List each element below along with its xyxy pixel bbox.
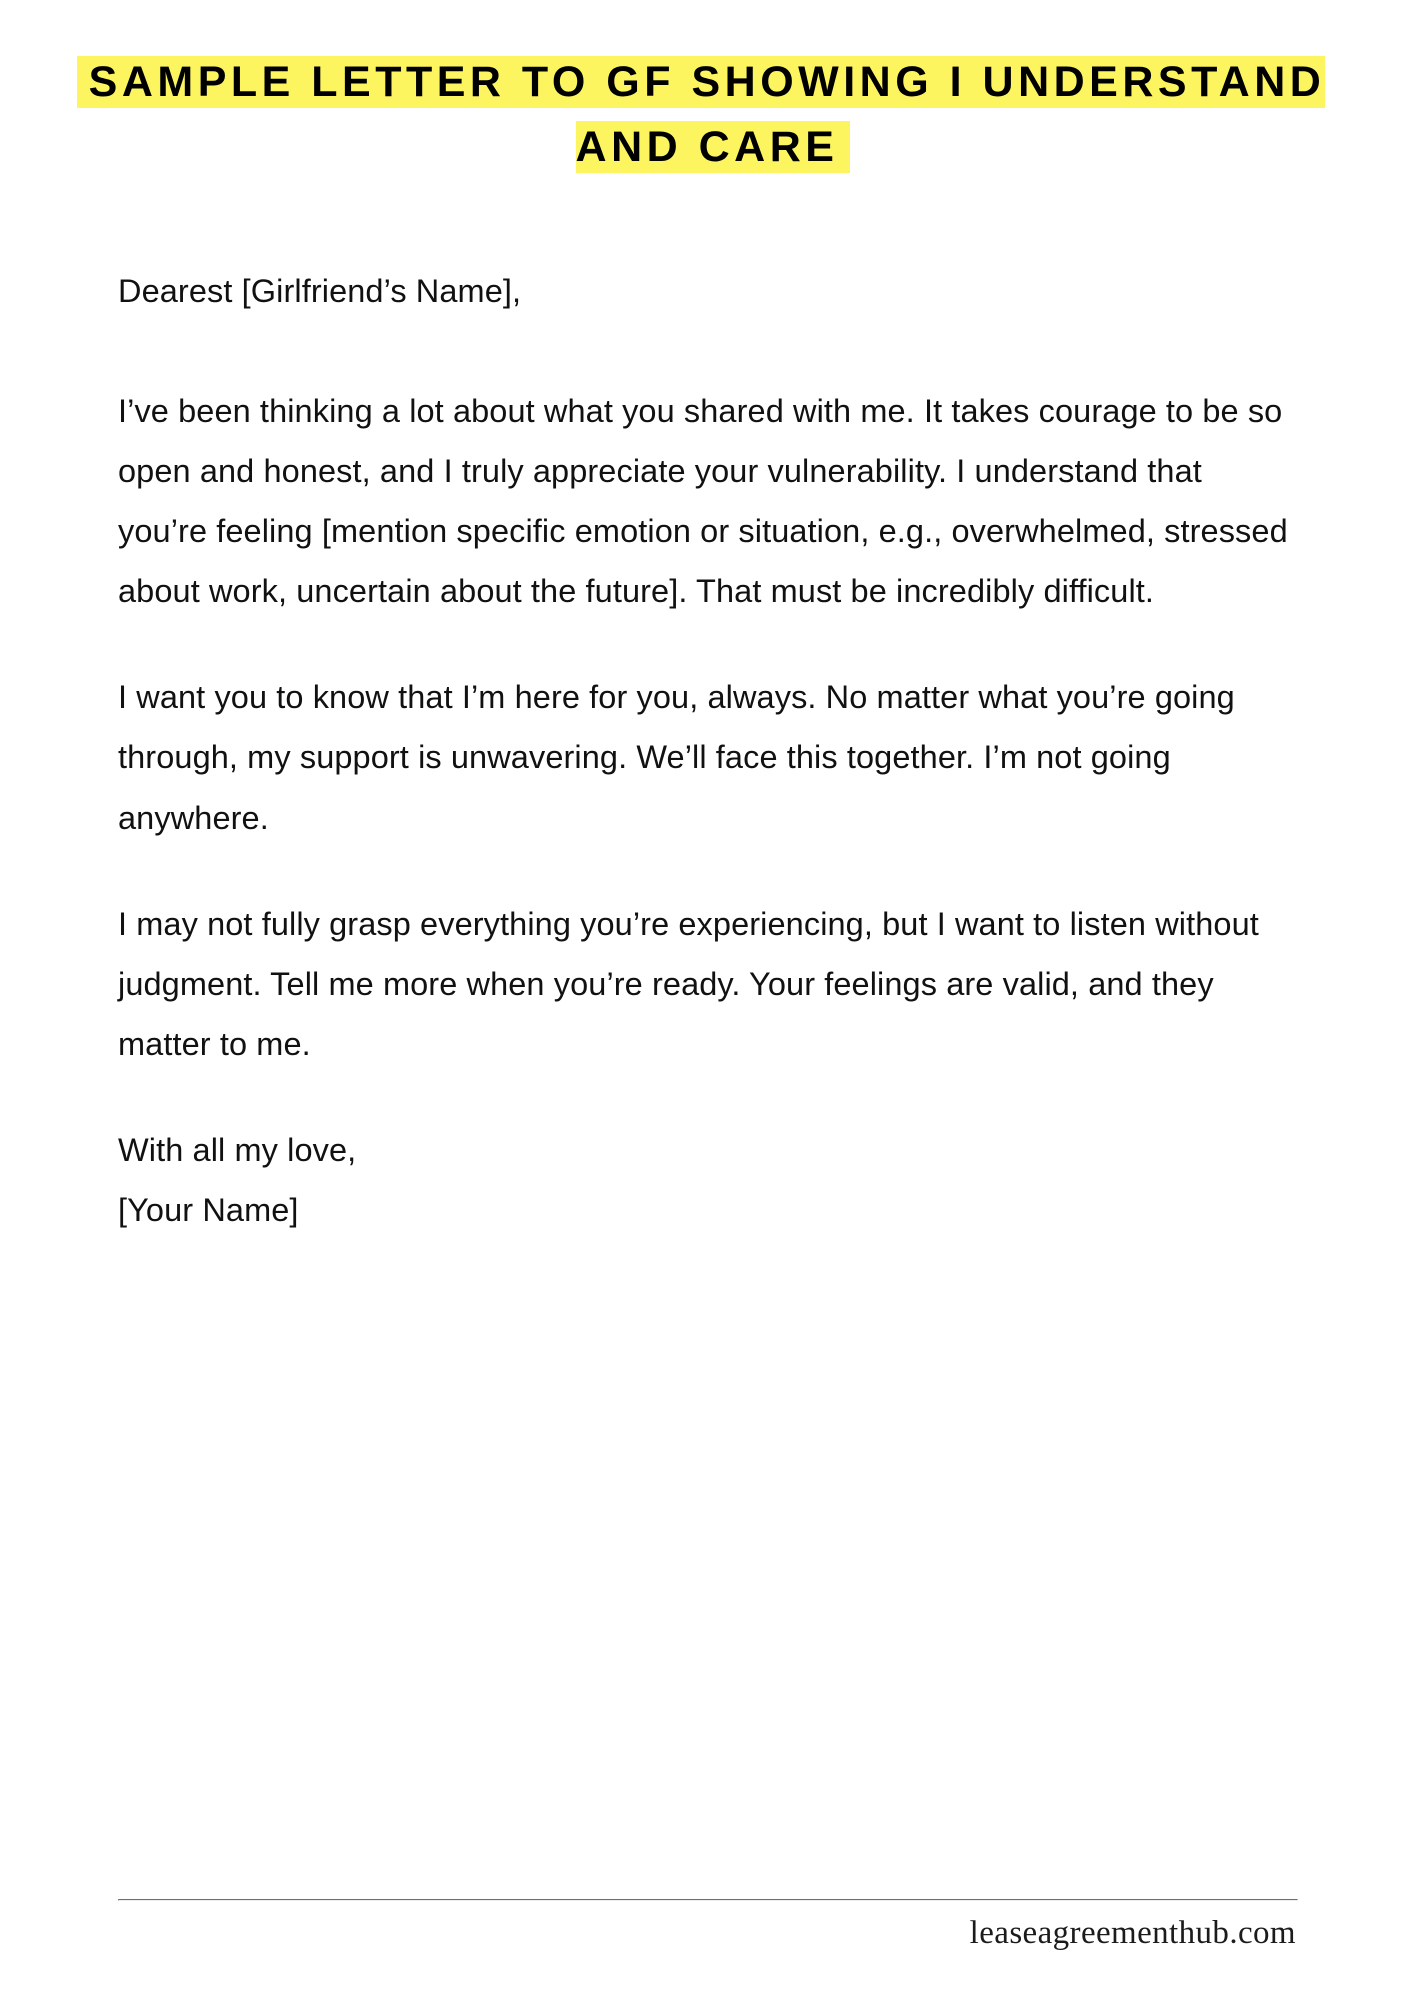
letter-greeting: Dearest [Girlfriend’s Name], [118, 272, 522, 309]
letter-paragraph-3: I may not fully grasp everything you’re experiencing, but I want to listen without judgment. Tell me more when you’re ready. Your feelings are valid, and they matter to me. [118, 905, 1259, 1062]
letter-paragraph-1: I’ve been thinking a lot about what you shared with me. It takes courage to be so open and honest, and I truly appreciate your vulnerability. I understand that you’re feeling [mention specific emotion or situation, e.g., overwhelmed, stressed about work, uncertain about the future]. That must be incredibly difficult. [118, 392, 1288, 610]
page-footer [118, 1899, 1296, 1952]
page-title [0, 40, 1414, 181]
letter-body [0, 181, 1414, 1241]
letter-signature: [Your Name] [118, 1192, 299, 1229]
page-title-text: SAMPLE LETTER TO GF SHOWING I UNDERSTAND AND CARE [88, 58, 1326, 172]
footer-website: leaseagreementhub.com [969, 1915, 1296, 1951]
letter-paragraph-2: I want you to know that I’m here for you, always. No matter what you’re going through, my support is unwavering. We’ll face this together. I’m not going anywhere. [118, 679, 1235, 836]
letter-closing-block [118, 1120, 1296, 1240]
letter-closing: With all my love, [118, 1132, 357, 1169]
